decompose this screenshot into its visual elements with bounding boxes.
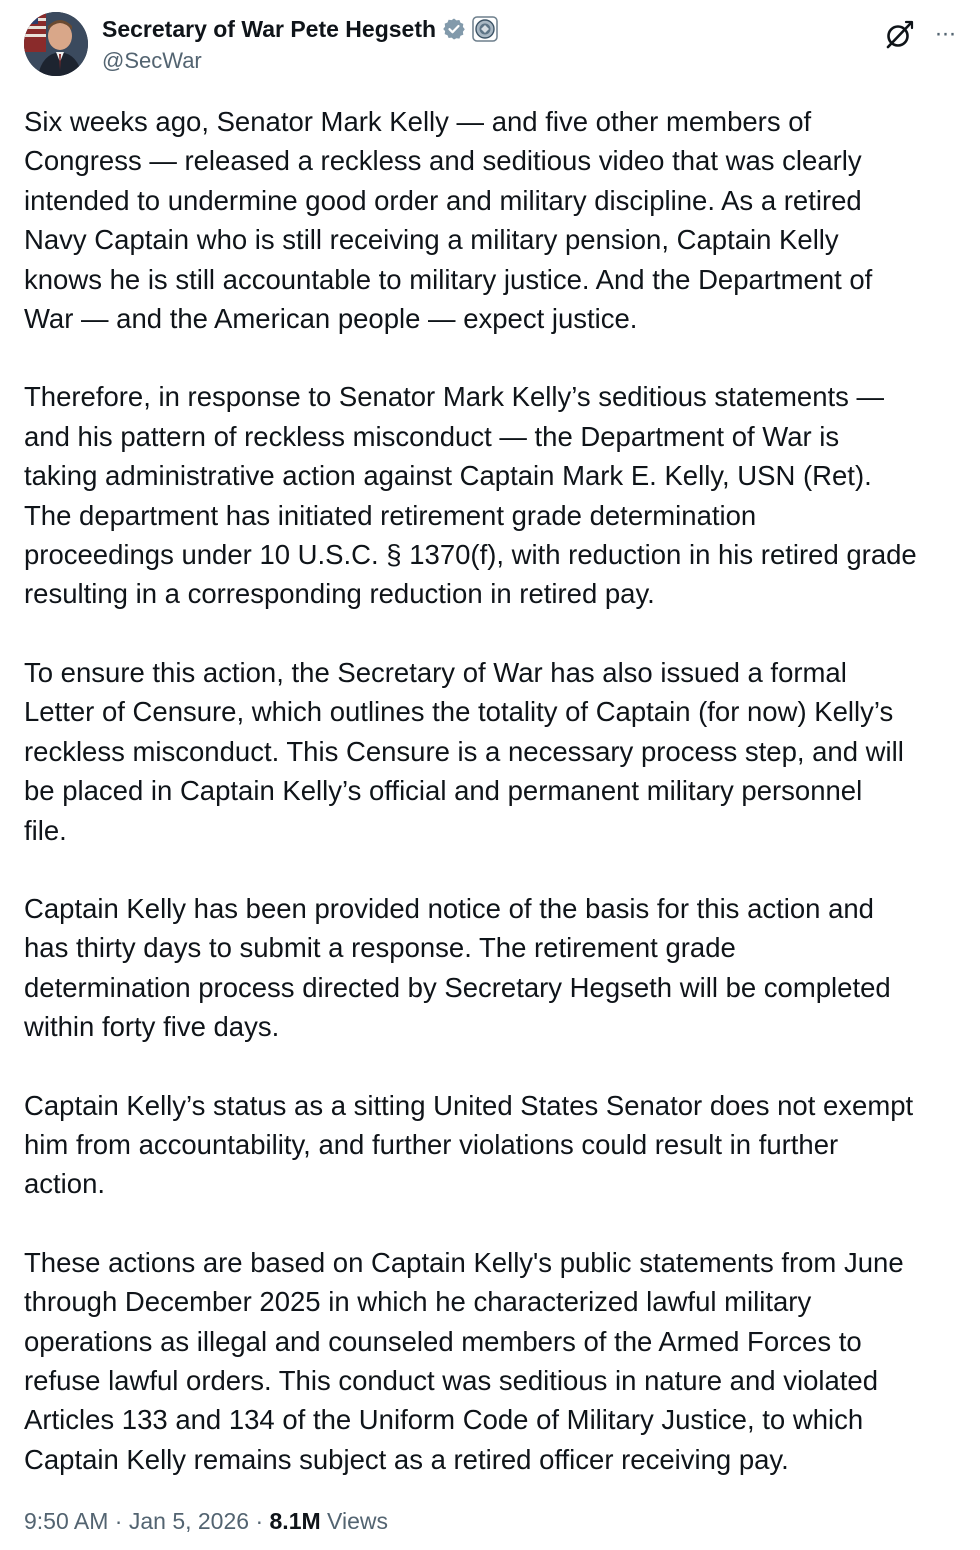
tweet-meta [24, 1508, 388, 1535]
tweet-paragraph: These actions are based on Captain Kelly's public statements from June through December 2025 in which he characterized lawful military operations as illegal and counseled members of the Armed Forces to refuse lawful orders. This conduct was seditious in nature and violated Articles 133 and 134 of the Uniform Code of Military Justice, to which Captain Kelly remains subject as a retired officer receiving pay. [24, 1246, 904, 1475]
verified-badge-icon[interactable] [442, 17, 466, 41]
meta-separator: · [255, 1508, 264, 1534]
department-seal-icon[interactable] [472, 16, 498, 42]
tweet-paragraph: Therefore, in response to Senator Mark Kelly’s seditious statements — and his pattern of reckless misconduct — the Department of War is taking administrative action against Captain Mark E. Kelly, USN (Ret). The department has initiated retirement grade determination proceedings under 10 U.S.C. § 1370(f), with reduction in his retired grade resulting in a corresponding reduction in retired pay. [24, 381, 917, 610]
author-handle[interactable]: @SecWar [102, 48, 202, 73]
author-display-name[interactable]: Secretary of War Pete Hegseth [102, 15, 437, 42]
tweet-paragraph: Captain Kelly’s status as a sitting United States Senator does not exempt him from accountability, and further violations could result in further action. [24, 1089, 914, 1200]
tweet-date[interactable]: Jan 5, 2026 [128, 1508, 250, 1534]
display-name-row [102, 14, 498, 44]
more-options-icon[interactable]: ··· [934, 20, 956, 47]
tweet-paragraph: To ensure this action, the Secretary of War has also issued a formal Letter of Censure, which outlines the totality of Captain (for now) Kelly’s reckless misconduct. This Censure is a necessary process step, and will be placed in Captain Kelly’s official and permanent military personnel file. [24, 656, 904, 846]
author-names [102, 14, 498, 74]
tweet-paragraph: Six weeks ago, Senator Mark Kelly — and five other members of Congress — released a reckless and seditious video that was clearly intended to undermine good order and military discipline. As a retired Navy Captain who is still receiving a military pension, Captain Kelly knows he is still accountable to military justice. And the Department of War — and the American people — expect justice. [24, 106, 873, 335]
tweet-paragraph: Captain Kelly has been provided notice of the basis for this action and has thirty days to submit a response. The retirement grade determination process directed by Secretary Hegseth will be completed within forty five days. [24, 892, 891, 1043]
tweet-header [24, 12, 960, 78]
views-label: Views [327, 1508, 388, 1534]
avatar[interactable] [24, 12, 88, 76]
tweet-text [24, 102, 960, 1479]
grok-icon[interactable] [884, 20, 914, 50]
avatar-photo [24, 12, 88, 76]
views-count[interactable]: 8.1M [269, 1508, 321, 1534]
meta-separator: · [114, 1508, 123, 1534]
tweet-time[interactable]: 9:50 AM [24, 1508, 109, 1534]
